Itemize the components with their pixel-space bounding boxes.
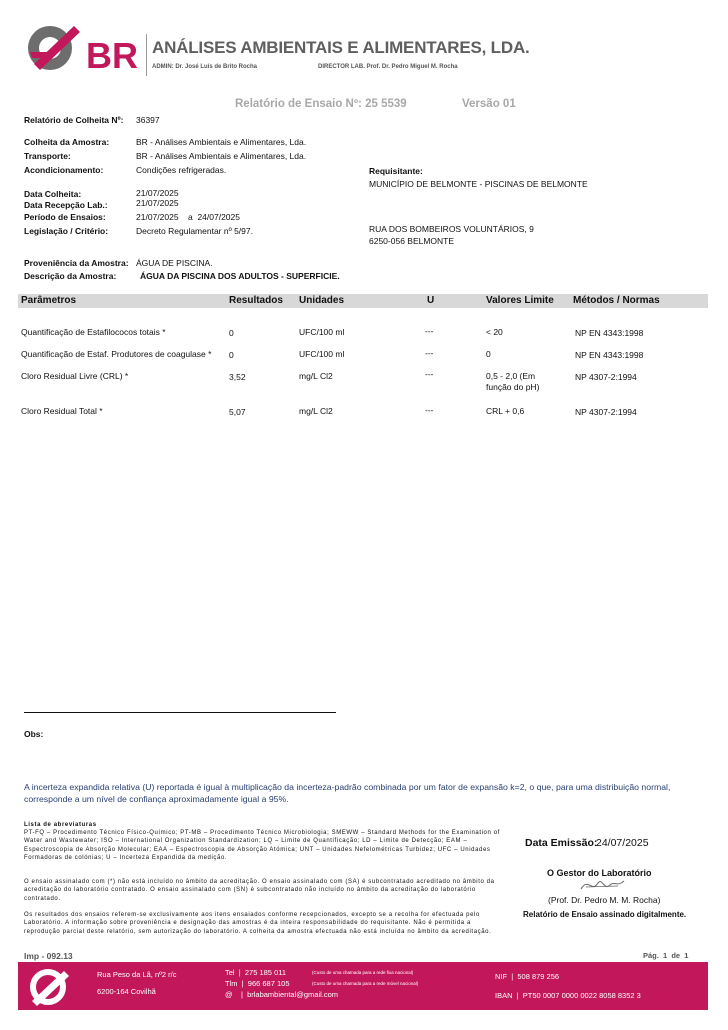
proveniencia-value: ÁGUA DE PISCINA. (136, 258, 213, 268)
footer-logo-icon (22, 967, 76, 1007)
table-row-u: --- (425, 405, 434, 415)
report-version: Versão 01 (462, 98, 516, 110)
gestor-label: O Gestor do Laboratório (547, 868, 652, 878)
table-row-unit: UFC/100 ml (299, 327, 345, 337)
table-row-limit: CRL + 0,6 (486, 406, 525, 416)
data-colheita-label: Data Colheita: (24, 189, 82, 199)
colheita-label: Relatório de Colheita Nº: (24, 115, 124, 125)
resultados-text: Os resultados dos ensaios referem-se exclusivamente aos itens ensaiados conforme recepcionados, excepto se a recolha for efectuada pelo Laboratório. A informação sobre proveniência e designação das amostras é da inteira responsabilidade do requisitante. Não é permitida a reprodução parcial deste relatório, sem autorização do laboratório. A colheita da amostra efectuada não está incluída no âmbito da acreditação. (24, 912, 492, 935)
footer-address1: Rua Peso da Lã, nº2 r/c (97, 970, 177, 979)
footer-tel: Tel | 275 185 011 (225, 968, 287, 977)
table-row-result: 5,07 (229, 407, 246, 417)
legislacao-label: Legislação / Critério: (24, 226, 109, 236)
table-row-result: 3,52 (229, 372, 246, 382)
table-row-param: Cloro Residual Total * (21, 406, 103, 416)
page-number: Pág. 1 de 1 (643, 951, 689, 960)
table-row-method: NP EN 4343:1998 (575, 328, 644, 338)
logo-text: BR (86, 35, 138, 76)
header-resultados: Resultados (229, 295, 283, 306)
signed-note: Relatório de Ensaio assinado digitalmente. (523, 910, 687, 919)
footer-bar (18, 962, 708, 1010)
header-valores-limite: Valores Limite (486, 295, 554, 306)
footer-iban: IBAN | PT50 0007 0000 0022 8058 8352 3 (495, 991, 641, 1000)
footer-email[interactable]: @ | brlabambiental@gmail.com (225, 990, 339, 999)
obs-label: Obs: (24, 729, 44, 739)
header-divider (146, 34, 147, 76)
table-row-unit: mg/L Cl2 (299, 406, 333, 416)
acondicionamento-value: Condições refrigeradas. (136, 165, 227, 175)
requisitante-label: Requisitante: (369, 166, 423, 176)
admin-name: ADMIN: Dr. José Luís de Brito Rocha (152, 64, 258, 70)
report-title: Relatório de Ensaio Nº: 25 5539 (235, 98, 407, 110)
assinalado-text: O ensaio assinalado com (*) não está incluído no âmbito da acreditação. O ensaio assinalado com (SA) é subcontratado acreditado no âmbito da acreditação do laboratório contratado. O ensaio assinalado com (SN) é subcontratado não incluído no âmbito da acreditação do laboratório contratado. (24, 879, 495, 902)
gestor-name: (Prof. Dr. Pedro M. M. Rocha) (548, 895, 661, 905)
company-logo (22, 18, 142, 76)
footer-nif: NIF | 508 879 256 (495, 972, 560, 981)
footer-address2: 6200-164 Covilhã (97, 987, 156, 996)
obs-separator (24, 712, 336, 713)
periodo-label: Período de Ensaios: (24, 212, 106, 222)
table-row-limit: < 20 (486, 327, 503, 337)
table-row-unit: UFC/100 ml (299, 349, 345, 359)
abbreviations-text: PT-FQ – Procedimento Técnico Físico-Químico; PT-MB – Procedimento Técnico Microbiologia; SMEWW – Standard Methods for the Examination of Water and Wastewater; ISO – International Organization Standardization; LQ – Limite de Quantificação; LD – Limite de Detecção; EAM – Espectroscopia de Absorção Molecular; EAA – Espectroscopia de Absorção Atómica; UNT – Unidades Nefelométricas Turbidez; UFC – Unidades Formadoras de colónias; U – Incerteza Expandida da medição. (24, 830, 500, 861)
table-row-result: 0 (229, 328, 234, 338)
colheita-value: 36397 (136, 115, 160, 125)
emission-date: 24/07/2025 (596, 837, 649, 849)
colheita-amostra-label: Colheita da Amostra: (24, 137, 110, 147)
abbreviations-title: Lista de abreviaturas (24, 822, 97, 828)
table-row-param: Cloro Residual Livre (CRL) * (21, 371, 129, 381)
table-row-unit: mg/L Cl2 (299, 371, 333, 381)
descricao-value: ÁGUA DA PISCINA DOS ADULTOS - SUPERFICIE. (140, 271, 340, 281)
director-name: DIRECTOR LAB. Prof. Dr. Pedro Miguel M. Rocha (318, 64, 458, 70)
table-row-u: --- (425, 326, 434, 336)
header-metodos: Métodos / Normas (573, 295, 660, 306)
legislacao-value: Decreto Regulamentar nº 5/97. (136, 226, 253, 236)
data-recepcao-value: 21/07/2025 (136, 198, 179, 208)
data-colheita-value: 21/07/2025 (136, 188, 179, 198)
signature-icon (578, 875, 628, 895)
header-u: U (427, 295, 435, 306)
table-row-method: NP 4307-2:1994 (575, 372, 637, 382)
acondicionamento-label: Acondicionamento: (24, 165, 104, 175)
table-row-param: Quantificação de Estaf. Produtores de coagulase * (21, 349, 212, 359)
table-row-result: 0 (229, 350, 234, 360)
descricao-label: Descrição da Amostra: (24, 271, 117, 281)
footer-tel-note: (Custo de uma chamada para a rede fixa nacional) (312, 970, 414, 975)
requisitante-name: MUNICÍPIO DE BELMONTE - PISCINAS DE BELMONTE (369, 179, 588, 189)
table-row-limit: 0 (486, 349, 491, 359)
transporte-value: BR - Análises Ambientais e Alimentares, Lda. (136, 151, 307, 161)
footer-tlm-note: (Custo de uma chamada para a rede móvel nacional) (312, 981, 419, 986)
table-row-u: --- (425, 348, 434, 358)
table-row-u: --- (425, 369, 434, 379)
uncertainty-note: A incerteza expandida relativa (U) reportada é igual à multiplicação da incerteza-padrão combinada por um fator de expansão k=2, o que, para uma distribuição normal, corresponde a um nível de confiança aproximadamente igual a 95%. (24, 782, 671, 804)
data-recepcao-label: Data Recepção Lab.: (24, 200, 108, 210)
company-name: ANÁLISES AMBIENTAIS E ALIMENTARES, LDA. (152, 38, 530, 57)
header-parametros: Parâmetros (21, 295, 77, 306)
table-row-method: NP EN 4343:1998 (575, 350, 644, 360)
header-unidades: Unidades (299, 295, 345, 306)
proveniencia-label: Proveniência da Amostra: (24, 258, 129, 268)
footer-tlm: Tlm | 966 687 105 (225, 979, 290, 988)
colheita-amostra-value: BR - Análises Ambientais e Alimentares, Lda. (136, 137, 307, 147)
doc-code: Imp - 092.13 (24, 951, 73, 961)
transporte-label: Transporte: (24, 151, 71, 161)
periodo-value: 21/07/2025 a 24/07/2025 (136, 212, 240, 222)
table-row-method: NP 4307-2:1994 (575, 407, 637, 417)
requisitante-address2: 6250-056 BELMONTE (369, 236, 455, 246)
table-row-limit: 0,5 - 2,0 (Em função do pH) (486, 371, 540, 392)
emission-label: Data Emissão: (525, 837, 598, 849)
table-row-param: Quantificação de Estafilococos totais * (21, 327, 166, 337)
requisitante-address1: RUA DOS BOMBEIROS VOLUNTÁRIOS, 9 (369, 224, 534, 234)
